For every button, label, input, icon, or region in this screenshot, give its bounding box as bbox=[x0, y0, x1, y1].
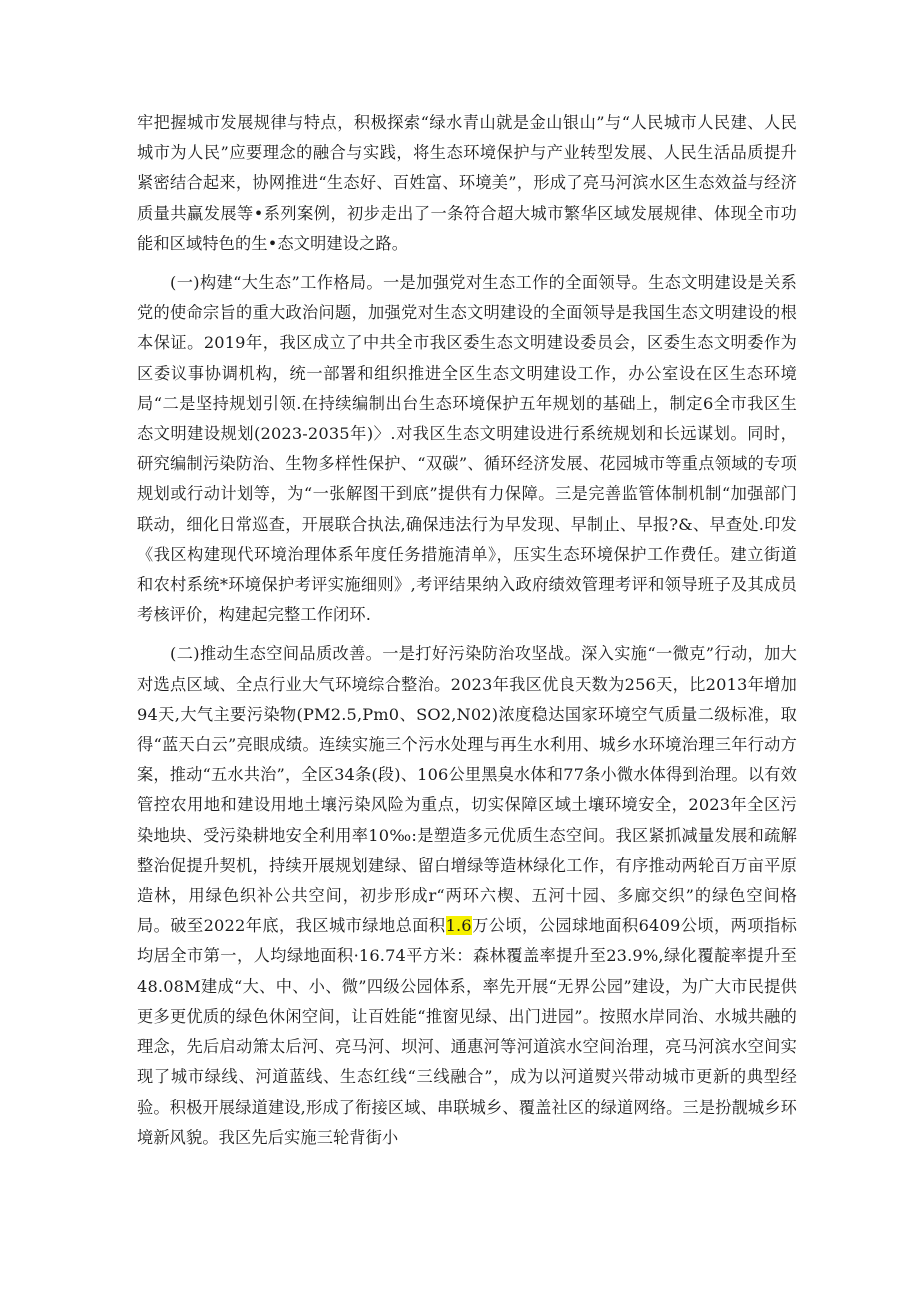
paragraph-section-two-text-after: 万公顷，公园球地面积6409公顷，两项指标均居全市第一，人均绿地面积·16.74平方米：森林覆盖率提升至23.9%,绿化覆靛率提升至48.08M建成“大、中、小、微”四级公园体系，率先开展“无界公园”建设，为广大市民提供更多更优质的绿色休闲空间，让百姓能“推窗见绿、出门进园”。按照水岸同治、水城共融的理念，先后启动箫太后河、亮马河、坝河、通惠河等河道滨水空间治理，亮马河滨水空间实现了城市绿线、河道蓝线、生态红线“三线融合”，成为以河道熨兴带动城市更新的典型经验。积极开展绿道建设,形成了衔接区域、串联城乡、覆盖社区的绿道网络。三是扮靓城乡环境新风貌。我区先后实施三轮背街小 bbox=[137, 916, 797, 1147]
highlighted-value: 1.6 bbox=[445, 916, 472, 936]
paragraph-section-two-text-before: (二)推动生态空间品质改善。一是打好污染防治攻坚战。深入实施“一微克”行动，加大对选点区域、全点行业大气环境综合整治。2023年我区优良天数为256天，比2013年增加94天,大气主要污染物(PM2.5,Pm0、SO2,N02)浓度稳达国家环境空气质量二级标准，取得“蓝天白云”亮眼成绩。连续实施三个污水处理与再生水利用、城乡水环境治理三年行动方案，推动“五水共治”，全区34条(段)、106公里黑臭水体和77条小微水体得到治理。以有效管控农用地和建设用地土壤污染风险为重点，切实保障区域土壤环境安全，2023年全区污染地块、受污染耕地安全利用率10‰:是塑造多元优质生态空间。我区紧抓减量发展和疏解整治促提升契机，持续开展规划建绿、留白增绿等造林绿化工作，有序推动两轮百万亩平原造林，用绿色织补公共空间，初步形成r“两环六楔、五河十园、多廊交织”的绿色空间格局。破至2022年底，我区城市绿地总面积 bbox=[137, 644, 797, 936]
paragraph-section-two bbox=[137, 639, 797, 1152]
paragraph-intro: 牢把握城市发展规律与特点，积极探索“绿水青山就是金山银山”与“人民城市人民建、人民城市为人民”应要理念的融合与实践，将生态环境保护与产业转型发展、人民生活品质提升紧密结合起来，协网推进“生态好、百姓富、环境美”，形成了亮马河滨水区生态效益与经济质量共赢发展等•系列案例，初步走出了一条符合超大城市繁华区域发展规律、体现全市功能和区域特色的生•态文明建设之路。 bbox=[137, 113, 797, 253]
paragraph-section-one: (一)构建“大生态”工作格局。一是加强党对生态工作的全面领导。生态文明建设是关系党的使命宗旨的重大政治问题，加强党对生态文明建设的全面领导是我国生态文明建设的根本保证。2019年，我区成立了中共全市我区委生态文明建设委员会，区委生态文明委作为区委议事协调机构，统一部署和组织推进全区生态文明建设工作，办公室设在区生态环境局“二是坚持规划引领.在持续编制出台生态环境保护五年规划的基础上，制定6全市我区生态文明建设规划(2023-2035年)〉.对我区生态文明建设进行系统规划和长远谋划。同时，研究编制污染防治、生物多样性保护、“双碳”、循环经济发展、花园城市等重点领域的专项规划或行动计划等，为“一张解图干到底”提供有力保障。三是完善监管体制机制“加强部门联动，细化日常巡查，开展联合执法,确保违法行为早发现、早制止、早报?&、早查处.印发《我区构建现代环境治理体系年度任务措施清单》，压实生态环境保护工作费任。建立街道和农村系统*环境保护考评实施细则》,考评结果纳入政府绩效管理考评和领导班子及其成员考核评价，构建起完整工作闭环. bbox=[137, 273, 797, 625]
document-page bbox=[137, 108, 797, 1162]
